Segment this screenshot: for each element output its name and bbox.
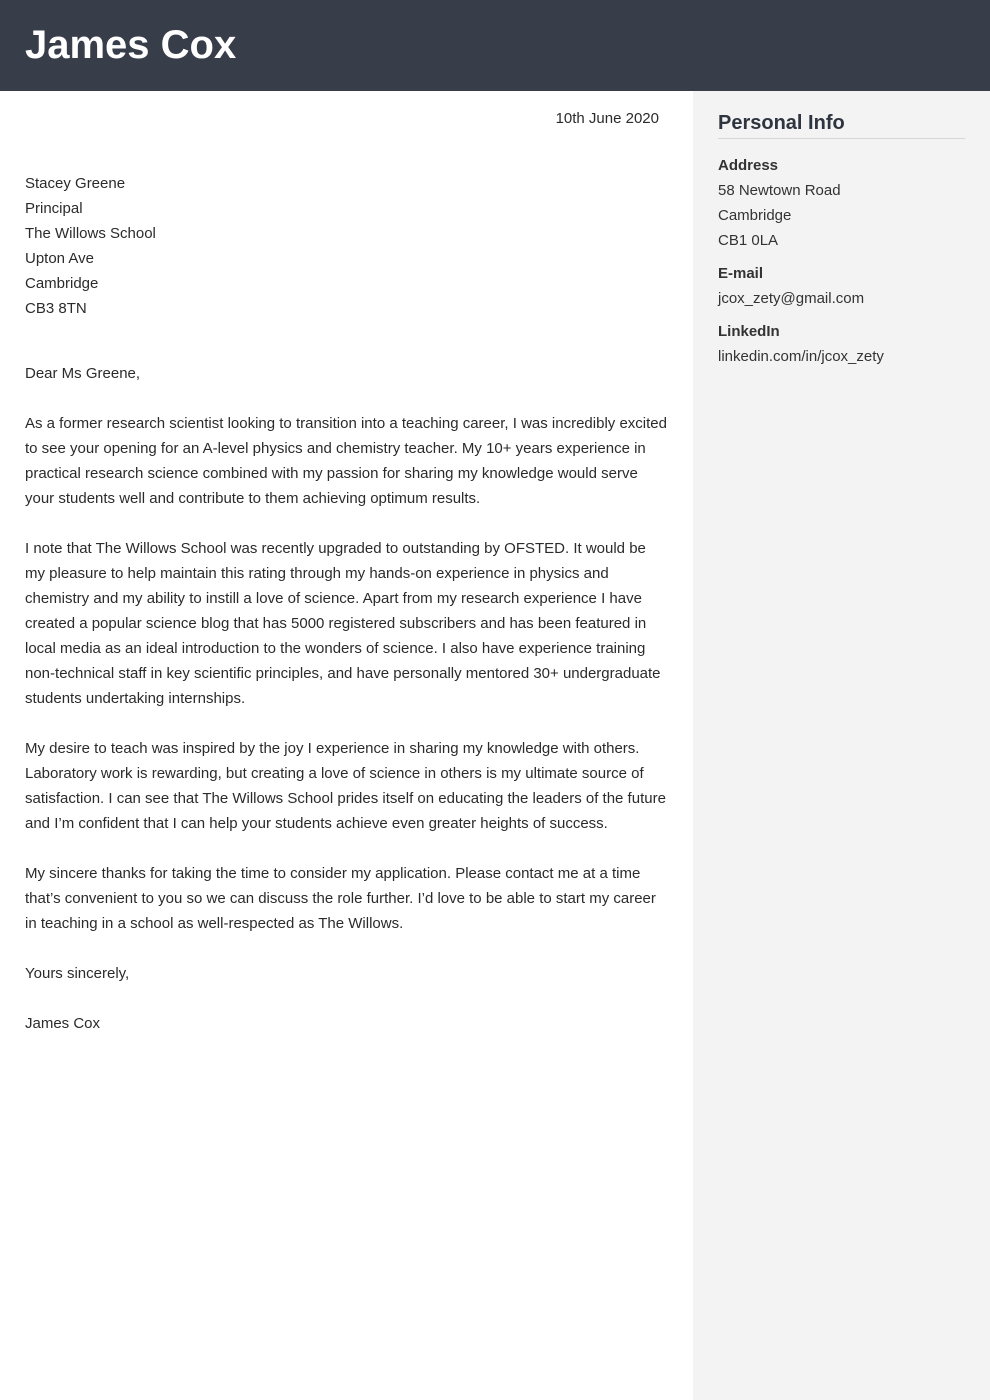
linkedin-section	[718, 319, 965, 369]
email-value: jcox_zety@gmail.com	[718, 290, 865, 307]
personal-info-sidebar	[693, 91, 990, 1400]
recipient-street: Upton Ave	[25, 250, 94, 267]
address-section	[718, 153, 965, 253]
email-label: E-mail	[718, 265, 764, 282]
salutation: Dear Ms Greene,	[25, 365, 141, 382]
closing: Yours sincerely,	[25, 965, 130, 982]
recipient-name: Stacey Greene	[25, 175, 126, 192]
body-paragraph-2: I note that The Willows School was recently upgraded to outstanding by OFSTED. It would be my pleasure to help maintain this rating through my hands-on experience in physics and chemistry and my ability to instill a love of science. Apart from my research experience I have created a popular science blog that has 5000 registered subscribers and has been featured in local media as an ideal introduction to the wonders of science. I also have experience training non-technical staff in key scientific principles, and have personally mentored 30+ undergraduate students undertaking internships.	[25, 540, 661, 707]
recipient-block	[25, 171, 668, 321]
linkedin-label: LinkedIn	[718, 323, 780, 340]
letter-body	[25, 106, 668, 1036]
signature: James Cox	[25, 1015, 101, 1032]
body-paragraph-1: As a former research scientist looking to transition into a teaching career, I was incredibly excited to see your opening for an A-level physics and chemistry teacher. My 10+ years experience in practical research science combined with my passion for sharing my knowledge would serve your students well and contribute to them achieving optimum results.	[25, 415, 667, 507]
personal-info-content	[718, 111, 965, 377]
letter-date: 10th June 2020	[555, 110, 659, 127]
linkedin-value: linkedin.com/in/jcox_zety	[718, 348, 884, 365]
recipient-city: Cambridge	[25, 275, 99, 292]
address-city: Cambridge	[718, 207, 792, 224]
body-paragraph-4: My sincere thanks for taking the time to consider my application. Please contact me at a time that’s convenient to you so we can discuss the role further. I’d love to be able to start my career in teaching in a school as well-respected as The Willows.	[25, 865, 656, 932]
applicant-name: James Cox	[25, 23, 237, 67]
recipient-postcode: CB3 8TN	[25, 300, 87, 317]
recipient-title: Principal	[25, 200, 83, 217]
recipient-organization: The Willows School	[25, 225, 156, 242]
address-street: 58 Newtown Road	[718, 182, 841, 199]
header-banner	[0, 0, 990, 91]
email-section	[718, 261, 965, 311]
address-label: Address	[718, 157, 779, 174]
address-postcode: CB1 0LA	[718, 232, 779, 249]
body-paragraph-3: My desire to teach was inspired by the joy I experience in sharing my knowledge with others. Laboratory work is rewarding, but creating a love of science in others is my ultimate source of satisfaction. I can see that The Willows School prides itself on educating the leaders of the future and I’m confident that I can help your students achieve even greater heights of success.	[25, 740, 666, 832]
personal-info-title: Personal Info	[718, 111, 965, 139]
